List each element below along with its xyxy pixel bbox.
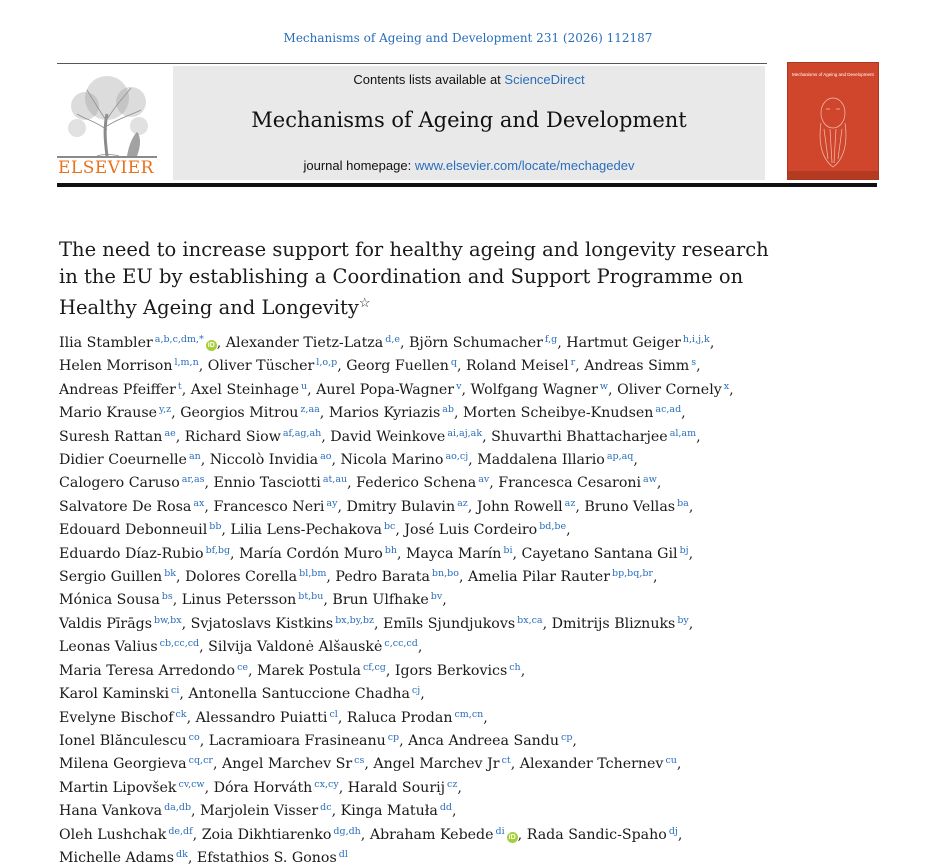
- affiliation-link[interactable]: q: [450, 357, 457, 369]
- affiliation-link[interactable]: aw: [643, 474, 657, 486]
- affiliation-link[interactable]: ao,cj: [445, 451, 469, 463]
- author-name[interactable]: Milena Georgieva: [59, 756, 187, 773]
- affiliation-link[interactable]: cb,cc,cd: [159, 638, 200, 650]
- author-name[interactable]: José Luis Cordeiro: [404, 522, 538, 539]
- affiliation-link[interactable]: bx,by,bz: [335, 614, 374, 626]
- contents-prefix: Contents lists available at: [353, 72, 505, 87]
- affiliation-link[interactable]: w: [599, 380, 609, 392]
- affiliation-link[interactable]: at,au: [322, 474, 348, 486]
- affiliation-link[interactable]: a,b,c,dm,*: [154, 334, 204, 345]
- affiliation-link[interactable]: l,m,n: [174, 357, 199, 369]
- affiliation-link[interactable]: bx,ca: [517, 614, 543, 626]
- author-name[interactable]: Edouard Debonneuil: [59, 522, 208, 539]
- author-line: Ionel Blănculescu $^{co}$, Lacramioara Frasineanu $^{cp}$, Anca Andreea Sandu $^{cp}$,: [59, 731, 577, 749]
- author-name[interactable]: Hartmut Geiger: [566, 335, 681, 351]
- affiliation-link[interactable]: ar,as: [181, 474, 205, 486]
- author-name[interactable]: Richard Siow: [184, 428, 281, 445]
- author-line: Leonas Valius $^{cb,cc,cd}$, Silvija Valdonė Alšauskė $^{c,cc,cd}$,: [59, 638, 423, 656]
- author-name[interactable]: Alexander Tchernev: [519, 756, 664, 773]
- affiliation-link[interactable]: az: [564, 497, 576, 509]
- author-name[interactable]: Igors Berkovics: [394, 662, 508, 679]
- author-line: Mario Krause $^{y,z}$, Georgios Mitrou $^{z,aa}$, Marios Kyriazis $^{ab}$, Morten Scheibye-Knudsen $^{ac,ad}$,: [59, 404, 686, 422]
- affiliation-link[interactable]: s: [691, 357, 697, 369]
- contents-lists-line: [173, 72, 765, 87]
- author-name[interactable]: Wolfgang Wagner: [470, 381, 598, 398]
- author-line: Sergio Guillen $^{bk}$, Dolores Corella $^{bl,bm}$, Pedro Barata $^{bn,bo}$, Amelia Pilar Rauter $^{bp,bq,br}$,: [59, 568, 658, 586]
- author-name[interactable]: Helen Morrison: [59, 358, 173, 375]
- author-name[interactable]: Maria Teresa Arredondo: [59, 662, 236, 679]
- affiliation-link[interactable]: al,am: [669, 427, 697, 439]
- author-name[interactable]: Raluca Prodan: [346, 709, 453, 726]
- orcid-icon[interactable]: iD: [207, 342, 215, 349]
- header-top-rule: [57, 63, 767, 64]
- affiliation-link[interactable]: cz: [447, 778, 458, 790]
- affiliation-link[interactable]: da,db: [164, 802, 192, 814]
- publisher-wordmark[interactable]: ELSEVIER: [58, 158, 154, 178]
- journal-homepage-link[interactable]: www.elsevier.com/locate/mechagedev: [414, 158, 635, 173]
- author-list: [59, 330, 799, 868]
- author-line: Valdis Pīrāgs $^{bw,bx}$, Svjatoslavs Kistkins $^{bx,by,bz}$, Emīls Sjundjukovs $^{bx,ca}$, Dmitrijs Bliznuks $^{by}$,: [59, 614, 694, 632]
- author-name[interactable]: Andreas Pfeiffer: [59, 381, 176, 398]
- affiliation-link[interactable]: dl: [338, 848, 348, 860]
- author-name[interactable]: Mónica Sousa: [59, 592, 160, 609]
- affiliation-link[interactable]: cq,cr: [188, 755, 213, 767]
- journal-header-box: [173, 66, 765, 180]
- affiliation-link[interactable]: dg,dh: [333, 825, 361, 837]
- affiliation-link[interactable]: bp,bq,br: [611, 568, 653, 580]
- author-name[interactable]: Calogero Caruso: [59, 475, 180, 492]
- author-line: Milena Georgieva $^{cq,cr}$, Angel Marchev Sr $^{cs}$, Angel Marchev Jr $^{ct}$, Alexander Tchernev $^{cu}$,: [59, 755, 682, 773]
- author-line: Ilia Stambler $^{a,b,c,dm,*}$iD , Alexander Tietz-Latza $^{d,e}$, Björn Schumacher $^{f,g}$, Hartmut Geiger $^{h,i,j,k}$,: [59, 334, 715, 351]
- author-name[interactable]: Axel Steinhage: [190, 381, 300, 398]
- affiliation-link[interactable]: bs: [161, 591, 173, 603]
- affiliation-link[interactable]: t: [177, 380, 182, 392]
- author-name[interactable]: Marios Kyriazis: [328, 405, 441, 422]
- affiliation-link[interactable]: ai,aj,ak: [447, 427, 483, 439]
- affiliation-link[interactable]: bn,bo: [431, 568, 459, 580]
- author-name[interactable]: Dmitrijs Bliznuks: [551, 615, 676, 632]
- author-name[interactable]: Morten Scheibye-Knudsen: [463, 405, 654, 422]
- affiliation-link[interactable]: ck: [175, 708, 187, 720]
- author-name[interactable]: Dmitry Bulavin: [346, 498, 456, 515]
- affiliation-link[interactable]: ba: [677, 497, 689, 509]
- affiliation-link[interactable]: an: [188, 451, 201, 463]
- author-name[interactable]: Shuvarthi Bhattacharjee: [491, 428, 668, 445]
- article-title-text: The need to increase support for healthy ageing and longevity research in the EU by establishing a Coordination and Support Programme on Healthy Ageing and Longevity: [59, 238, 769, 319]
- author-name[interactable]: Anca Andreea Sandu: [408, 732, 560, 749]
- cover-title: Mechanisms of Ageing and Development: [792, 72, 874, 77]
- author-name[interactable]: Salvatore De Rosa: [59, 498, 192, 515]
- author-name[interactable]: Dolores Corella: [185, 569, 298, 586]
- author-name[interactable]: Mayca Marín: [406, 545, 502, 562]
- affiliation-link[interactable]: bt,bu: [298, 591, 324, 603]
- author-name[interactable]: John Rowell: [476, 498, 563, 515]
- header-bottom-rule: [57, 183, 877, 187]
- orcid-icon[interactable]: iD: [508, 833, 516, 841]
- affiliation-link[interactable]: de,df: [168, 825, 193, 837]
- author-name[interactable]: Georg Fuellen: [346, 358, 449, 375]
- author-name[interactable]: Lacramioara Frasineanu: [208, 732, 386, 749]
- affiliation-link[interactable]: af,ag,ah: [282, 427, 322, 439]
- author-name[interactable]: Efstathios S. Gonos: [196, 849, 337, 866]
- affiliation-link[interactable]: cl: [329, 708, 338, 720]
- author-name[interactable]: Alessandro Puiatti: [195, 709, 328, 726]
- affiliation-link[interactable]: ax: [193, 497, 205, 509]
- author-name[interactable]: Oliver Cornely: [617, 381, 722, 398]
- affiliation-link[interactable]: bf,bg: [205, 544, 231, 556]
- author-name[interactable]: Sergio Guillen: [59, 569, 163, 586]
- affiliation-link[interactable]: bj: [679, 544, 689, 556]
- affiliation-link[interactable]: dj: [668, 825, 678, 837]
- author-name[interactable]: Francesco Neri: [213, 498, 325, 515]
- author-name[interactable]: Niccolò Invidia: [209, 452, 319, 469]
- affiliation-link[interactable]: c,cc,cd: [384, 638, 418, 650]
- affiliation-link[interactable]: ac,ad: [655, 404, 682, 416]
- affiliation-link[interactable]: ae: [164, 427, 176, 439]
- author-name[interactable]: Marjolein Visser: [200, 803, 319, 820]
- affiliation-link[interactable]: bl,bm: [299, 568, 327, 580]
- author-line: Karol Kaminski $^{ci}$, Antonella Santuccione Chadha $^{cj}$,: [59, 685, 425, 703]
- affiliation-link[interactable]: r: [570, 357, 576, 369]
- author-name[interactable]: Michelle Adams: [59, 849, 175, 866]
- author-name[interactable]: Marek Postula: [257, 662, 361, 679]
- affiliation-link[interactable]: bw,bx: [154, 614, 182, 626]
- author-name[interactable]: Federico Schena: [356, 475, 477, 492]
- affiliation-link[interactable]: bv: [430, 591, 443, 603]
- affiliation-link[interactable]: ct: [501, 755, 511, 767]
- affiliation-link[interactable]: x: [723, 380, 730, 392]
- journal-reference[interactable]: Mechanisms of Ageing and Development 231 (2026) 112187: [283, 31, 653, 45]
- author-name[interactable]: Pedro Barata: [335, 569, 430, 586]
- author-name[interactable]: Karol Kaminski: [59, 686, 170, 703]
- author-name[interactable]: Hana Vankova: [59, 803, 163, 820]
- author-line: Mónica Sousa $^{bs}$, Linus Petersson $^{bt,bu}$, Brun Ulfhake $^{bv}$,: [59, 591, 447, 609]
- author-name[interactable]: Aurel Popa-Wagner: [316, 381, 455, 398]
- affiliation-link[interactable]: cp: [387, 731, 400, 743]
- affiliation-link[interactable]: ab: [442, 404, 454, 416]
- author-name[interactable]: Björn Schumacher: [409, 335, 543, 351]
- affiliation-link[interactable]: cp: [561, 731, 573, 743]
- author-name[interactable]: Angel Marchev Sr: [221, 756, 353, 773]
- author-name[interactable]: Rada Sandic-Spaho: [526, 826, 667, 843]
- author-name[interactable]: Leonas Valius: [59, 639, 158, 656]
- affiliation-link[interactable]: ao: [320, 451, 332, 463]
- author-name[interactable]: Emīls Sjundjukovs: [383, 615, 516, 632]
- author-line: Maria Teresa Arredondo $^{ce}$, Marek Postula $^{cf,cg}$, Igors Berkovics $^{ch}$,: [59, 661, 526, 679]
- author-name[interactable]: Silvija Valdonė Alšauskė: [208, 639, 383, 656]
- affiliation-link[interactable]: bb: [209, 521, 222, 533]
- affiliation-link[interactable]: cu: [665, 755, 677, 767]
- author-name[interactable]: Angel Marchev Jr: [373, 756, 500, 773]
- author-line: Hana Vankova $^{da,db}$, Marjolein Visser $^{dc}$, Kinga Matuła $^{dd}$,: [59, 802, 457, 820]
- author-name[interactable]: Francesca Cesaroni: [498, 475, 642, 492]
- journal-cover-thumbnail[interactable]: [787, 62, 879, 180]
- author-name[interactable]: Andreas Simm: [584, 358, 690, 375]
- author-name[interactable]: Didier Coeurnelle: [59, 452, 187, 469]
- author-name[interactable]: Zoia Dikhtiarenko: [201, 826, 332, 843]
- author-name[interactable]: Ionel Blănculescu: [59, 732, 187, 749]
- author-name[interactable]: Linus Petersson: [181, 592, 297, 609]
- author-name[interactable]: Georgios Mitrou: [180, 405, 299, 422]
- author-name[interactable]: Cayetano Santana Gil: [521, 545, 678, 562]
- author-name[interactable]: Alexander Tietz-Latza: [225, 335, 384, 351]
- author-line: Helen Morrison $^{l,m,n}$, Oliver Tüscher $^{l,o,p}$, Georg Fuellen $^q$, Roland Meisel $^r$, Andreas Simm $^s$,: [59, 357, 701, 375]
- author-name[interactable]: Bruno Vellas: [584, 498, 676, 515]
- affiliation-link[interactable]: av: [478, 474, 490, 486]
- author-name[interactable]: Abraham Kebede: [369, 826, 494, 843]
- affiliation-link[interactable]: cm,cn: [454, 708, 484, 720]
- author-name[interactable]: Lilia Lens-Pechakova: [230, 522, 382, 539]
- homepage-prefix: journal homepage:: [303, 158, 415, 173]
- affiliation-link[interactable]: dd: [439, 802, 452, 814]
- title-footnote-star-icon[interactable]: ☆: [358, 296, 371, 311]
- author-name[interactable]: Valdis Pīrāgs: [59, 615, 153, 632]
- author-name[interactable]: María Cordón Muro: [239, 545, 383, 562]
- author-name[interactable]: Ennio Tasciotti: [213, 475, 321, 492]
- affiliation-link[interactable]: u: [301, 380, 308, 392]
- author-line: Didier Coeurnelle $^{an}$, Niccolò Invidia $^{ao}$, Nicola Marino $^{ao,cj}$, Maddalena Illario $^{ap,aq}$,: [59, 451, 638, 469]
- affiliation-link[interactable]: ci: [171, 685, 180, 697]
- affiliation-link[interactable]: cs: [354, 755, 365, 767]
- article-title: [59, 236, 779, 321]
- author-name[interactable]: Roland Meisel: [465, 358, 569, 375]
- author-line: Salvatore De Rosa $^{ax}$, Francesco Neri $^{ay}$, Dmitry Bulavin $^{az}$, John Rowell $^{az}$, Bruno Vellas $^{ba}$,: [59, 497, 694, 515]
- author-name[interactable]: Nicola Marino: [340, 452, 444, 469]
- author-name[interactable]: Kinga Matuła: [340, 803, 438, 820]
- affiliation-link[interactable]: ch: [509, 661, 521, 673]
- author-name[interactable]: Harald Sourij: [347, 779, 446, 796]
- affiliation-link[interactable]: bc: [383, 521, 396, 533]
- author-line: Suresh Rattan $^{ae}$, Richard Siow $^{af,ag,ah}$, David Weinkove $^{ai,aj,ak}$, Shuvarthi Bhattacharjee $^{al,am}$,: [59, 427, 701, 445]
- author-name[interactable]: Oliver Tüscher: [207, 358, 315, 375]
- author-name[interactable]: Antonella Santuccione Chadha: [188, 686, 410, 703]
- author-name[interactable]: Mario Krause: [59, 405, 158, 422]
- journal-title: Mechanisms of Ageing and Development: [251, 108, 687, 132]
- affiliation-link[interactable]: by: [677, 614, 689, 626]
- affiliation-link[interactable]: di: [495, 825, 505, 837]
- affiliation-link[interactable]: ce: [237, 661, 249, 673]
- affiliation-link[interactable]: ap,aq: [606, 451, 634, 463]
- affiliation-link[interactable]: dc: [320, 802, 332, 814]
- author-line: Andreas Pfeiffer $^t$, Axel Steinhage $^u$, Aurel Popa-Wagner $^v$, Wolfgang Wagner $^w$, Oliver Cornely $^x$,: [59, 380, 734, 398]
- author-name[interactable]: Suresh Rattan: [59, 428, 163, 445]
- author-name[interactable]: Dóra Horváth: [213, 779, 313, 796]
- author-name[interactable]: Ilia Stambler: [59, 335, 153, 351]
- affiliation-link[interactable]: f,g: [544, 334, 558, 345]
- author-name[interactable]: Eduardo Díaz-Rubio: [59, 545, 204, 562]
- affiliation-link[interactable]: bh: [384, 544, 397, 556]
- affiliation-link[interactable]: cj: [411, 685, 421, 697]
- journal-homepage-line: [173, 158, 765, 173]
- author-name[interactable]: Amelia Pilar Rauter: [467, 569, 610, 586]
- affiliation-link[interactable]: bi: [503, 544, 513, 556]
- author-name[interactable]: Maddalena Illario: [477, 452, 605, 469]
- sciencedirect-link[interactable]: ScienceDirect: [504, 72, 585, 87]
- affiliation-link[interactable]: l,o,p: [316, 357, 338, 369]
- author-name[interactable]: Oleh Lushchak: [59, 826, 167, 843]
- author-line: Calogero Caruso $^{ar,as}$, Ennio Tasciotti $^{at,au}$, Federico Schena $^{av}$, Francesca Cesaroni $^{aw}$,: [59, 474, 662, 492]
- affiliation-link[interactable]: az: [457, 497, 468, 509]
- author-name[interactable]: David Weinkove: [330, 428, 446, 445]
- affiliation-link[interactable]: bd,be: [539, 521, 567, 533]
- affiliation-link[interactable]: dk: [176, 848, 188, 860]
- affiliation-link[interactable]: z,aa: [300, 404, 320, 416]
- affiliation-link[interactable]: y,z: [159, 404, 172, 416]
- affiliation-link[interactable]: cv,cw: [178, 778, 205, 790]
- author-name[interactable]: Evelyne Bischof: [59, 709, 174, 726]
- affiliation-link[interactable]: h,i,j,k: [682, 334, 710, 345]
- affiliation-link[interactable]: cx,cy: [314, 778, 339, 790]
- affiliation-link[interactable]: co: [188, 731, 200, 743]
- author-line: Edouard Debonneuil $^{bb}$, Lilia Lens-Pechakova $^{bc}$, José Luis Cordeiro $^{bd,be}$,: [59, 521, 571, 539]
- affiliation-link[interactable]: v: [456, 380, 462, 392]
- affiliation-link[interactable]: ay: [326, 497, 338, 509]
- cover-portrait-illustration: [788, 63, 878, 179]
- author-name[interactable]: Brun Ulfhake: [332, 592, 429, 609]
- author-name[interactable]: Martin Lipovšek: [59, 779, 177, 796]
- affiliation-link[interactable]: d,e: [385, 334, 400, 345]
- author-line: Eduardo Díaz-Rubio $^{bf,bg}$, María Cordón Muro $^{bh}$, Mayca Marín $^{bi}$, Cayetano Santana Gil $^{bj}$,: [59, 544, 694, 562]
- author-line: Martin Lipovšek $^{cv,cw}$, Dóra Horváth $^{cx,cy}$, Harald Sourij $^{cz}$,: [59, 778, 462, 796]
- author-line: Evelyne Bischof $^{ck}$, Alessandro Puiatti $^{cl}$, Raluca Prodan $^{cm,cn}$,: [59, 708, 488, 726]
- author-line: Oleh Lushchak $^{de,df}$, Zoia Dikhtiarenko $^{dg,dh}$, Abraham Kebede $^{di}$iD , Rada Sandic-Spaho $^{dj}$,: [59, 825, 683, 843]
- author-name[interactable]: Svjatoslavs Kistkins: [190, 615, 334, 632]
- affiliation-link[interactable]: cf,cg: [362, 661, 386, 673]
- affiliation-link[interactable]: bk: [164, 568, 177, 580]
- author-line: Michelle Adams $^{dk}$, Efstathios S. Gonos $^{dl}$: [59, 848, 348, 866]
